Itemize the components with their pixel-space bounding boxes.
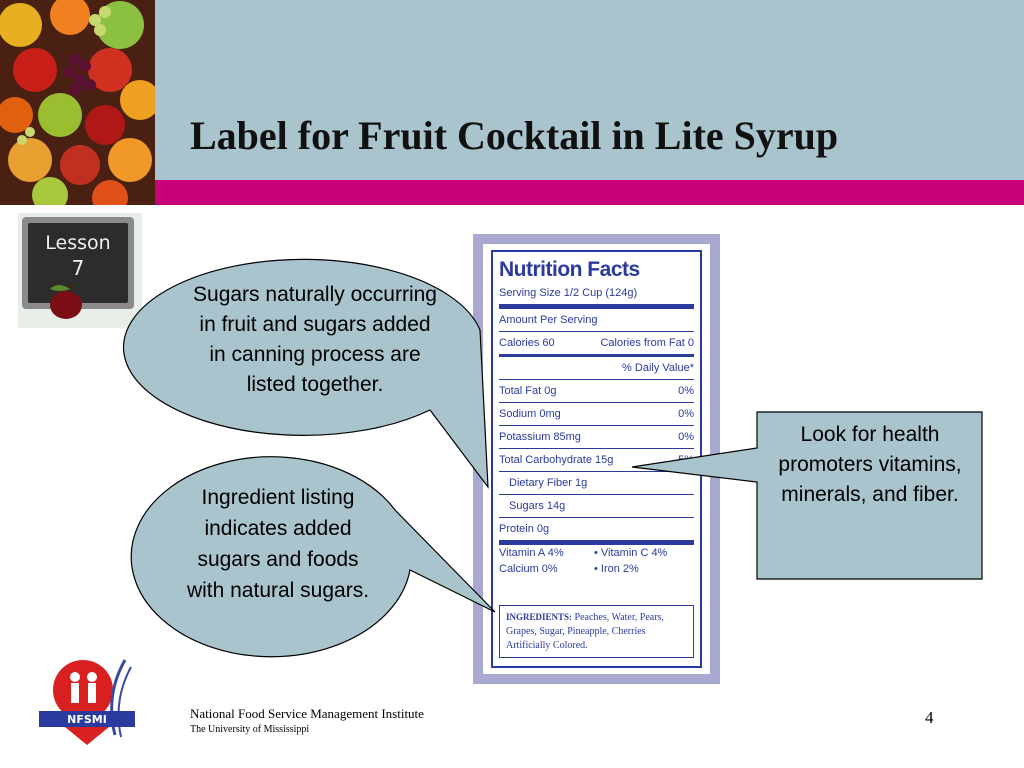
ingredients-text: Peaches, Water, Pears, Grapes, Sugar, Pineapple, Cherries Artificially Colored. [506,612,664,651]
sugars-callout-text: Sugars naturally occurring in fruit and sugars added in canning process are listed together. [193,283,437,396]
lesson-label: Lesson [45,232,111,254]
protein-row: Protein 0g [499,518,694,545]
nfsmi-logo [35,655,145,750]
nutrient-row: Total Carbohydrate 15g [499,449,694,472]
sugars-row: Sugars 14g [499,495,694,518]
nutrient-row: Total Fat 0g 0% [499,380,694,403]
mineral-row: Calcium 0% • Iron 2% [499,563,639,575]
slide-title: Label for Fruit Cocktail in Lite Syrup [190,113,839,158]
calories-row: Calories 60 Calories from Fat 0 [499,332,694,357]
dietary-fiber-row: Dietary Fiber 1g [499,472,694,495]
footer-university: The University of Mississippi [190,724,310,735]
ingredients-label: INGREDIENTS: [506,612,573,622]
daily-value-header: % Daily Value* [499,357,694,380]
health-callout-text: Look for health promoters vitamins, minerals, and fiber. [778,423,962,506]
page-number: 4 [925,708,934,727]
nfsmi-logo-text: NFSMI [67,713,107,726]
vitamin-row: Vitamin A 4% • Vitamin C 4% [499,547,668,559]
serving-size: Serving Size 1/2 Cup (124g) [499,282,694,309]
amount-per-serving: Amount Per Serving [499,309,694,332]
nutrition-facts-heading: Nutrition Facts [499,258,640,281]
ingredients-callout-text: Ingredient listing indicates added sugars and foods with natural sugars. [186,486,370,602]
lesson-number: 7 [71,256,85,280]
footer-org: National Food Service Management Institute [190,706,424,721]
nutrient-row: Sodium 0mg 0% [499,403,694,426]
nutrient-row: Potassium 85mg 0% [499,426,694,449]
